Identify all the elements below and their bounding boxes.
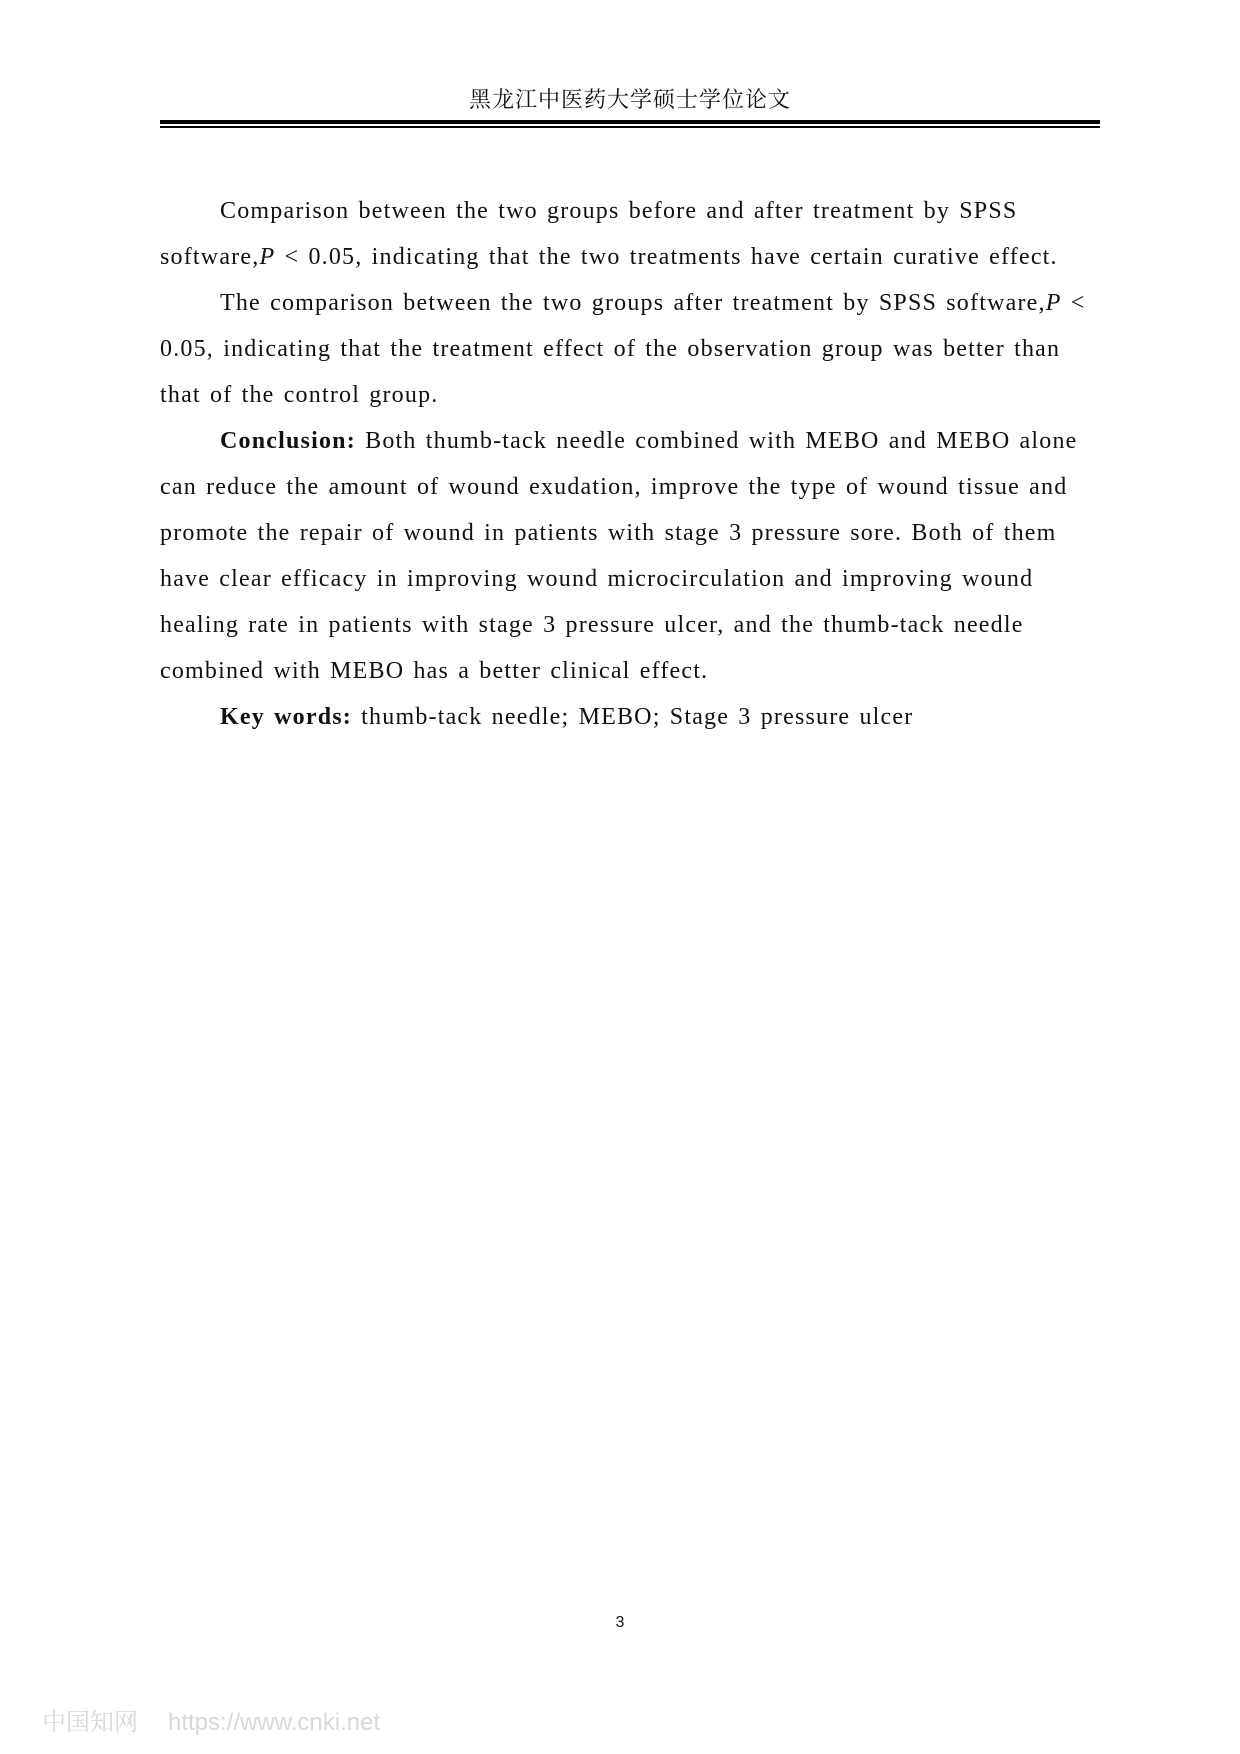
conclusion-label: Conclusion: [220, 428, 356, 454]
para1-text-b: < 0.05, indicating that the two treatments have certain curative effect. [275, 244, 1058, 270]
para1-text-a: Comparison between the two groups before and after treatment by SPSS software, [160, 198, 1018, 270]
conclusion-text: Both thumb-tack needle combined with MEBO and MEBO alone can reduce the amount of wound exudation, improve the type of wound tissue and promote the repair of wound in patients with stage 3 pressure sore. Both of them have clear efficacy in improving wound microcirculation and improving wound healing rate in patients with stage 3 pressure ulcer, and the thumb-tack needle combined with MEBO has a better clinical effect. [160, 428, 1078, 684]
running-header: 黑龙江中医药大学硕士学位论文 [468, 88, 791, 113]
watermark-brand: 中国知网 [42, 1709, 138, 1736]
watermark [42, 1702, 380, 1737]
paragraph-comparison-before-after [160, 188, 1100, 280]
watermark-url: https://www.cnki.net [168, 1709, 381, 1736]
para2-text-a: The comparison between the two groups after treatment by SPSS software, [220, 290, 1046, 316]
page-number: 3 [615, 1614, 625, 1631]
header-rule-thin [160, 126, 1100, 128]
abstract-body [160, 188, 1100, 740]
para1-p-value-symbol: P [259, 244, 276, 270]
keywords-text: thumb-tack needle; MEBO; Stage 3 pressure ulcer [351, 704, 914, 730]
paragraph-keywords [160, 694, 1100, 740]
paragraph-comparison-after [160, 280, 1100, 418]
keywords-label: Key words: [220, 704, 352, 730]
paragraph-conclusion [160, 418, 1100, 694]
header-rule-thick [160, 120, 1100, 124]
para2-text-b: < 0.05, indicating that the treatment effect of the observation group was better than that of the control group. [160, 290, 1086, 408]
para2-p-value-symbol: P [1045, 290, 1062, 316]
